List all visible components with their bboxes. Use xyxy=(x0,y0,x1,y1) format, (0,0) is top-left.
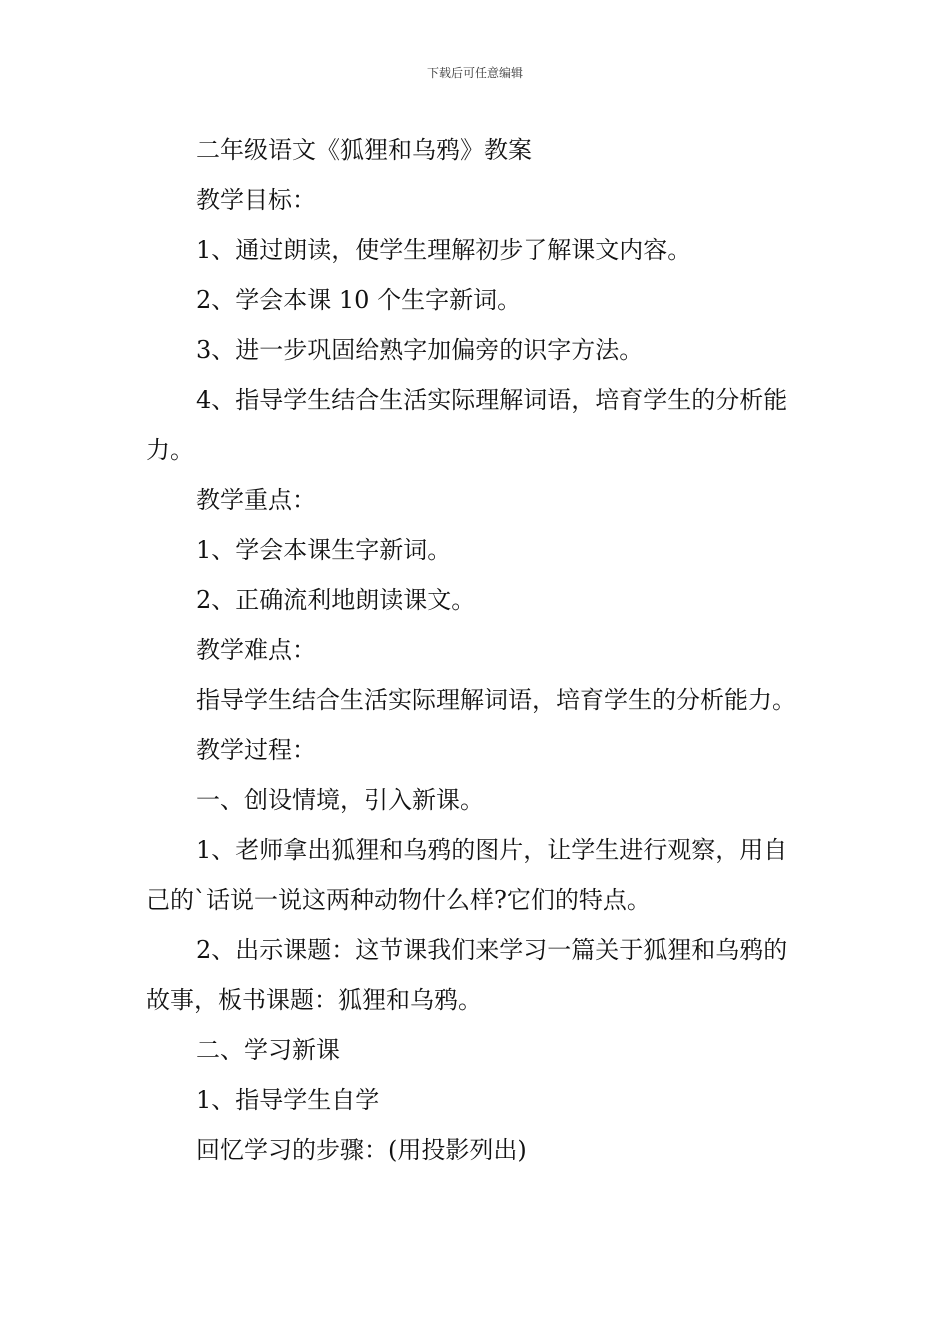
key-point-item: 1、学会本课生字新词。 xyxy=(196,536,452,564)
process-section-title: 二、学习新课 xyxy=(196,1036,340,1064)
process-section-title: 一、创设情境，引入新课。 xyxy=(196,786,484,814)
process-recall-text: 回忆学习的步骤：(用投影列出) xyxy=(196,1136,527,1164)
goal-item: 4、指导学生结合生活实际理解词语，培育学生的分析能力。 xyxy=(146,386,788,464)
document-title: 二年级语文《狐狸和乌鸦》教案 xyxy=(196,136,532,164)
goal-item: 3、进一步巩固给熟字加偏旁的识字方法。 xyxy=(196,336,644,364)
page-header: 下载后可任意编辑 xyxy=(426,66,523,80)
difficulty-text: 指导学生结合生活实际理解词语，培育学生的分析能力。 xyxy=(196,686,796,714)
document-body xyxy=(146,125,808,1175)
difficulty-heading: 教学难点： xyxy=(196,636,316,664)
process-item: 1、老师拿出狐狸和乌鸦的图片，让学生进行观察，用自己的`话说一说这两种动物什么样?它们的特点。 xyxy=(146,836,788,914)
process-item: 1、指导学生自学 xyxy=(196,1086,380,1114)
key-point-item: 2、正确流利地朗读课文。 xyxy=(196,586,476,614)
goal-item: 1、通过朗读，使学生理解初步了解课文内容。 xyxy=(196,236,692,264)
key-points-heading: 教学重点： xyxy=(196,486,316,514)
process-item: 2、出示课题：这节课我们来学习一篇关于狐狸和乌鸦的故事，板书课题：狐狸和乌鸦。 xyxy=(146,936,788,1014)
goal-item: 2、学会本课 10 个生字新词。 xyxy=(196,286,522,314)
goals-heading: 教学目标： xyxy=(196,186,316,214)
process-heading: 教学过程： xyxy=(196,736,316,764)
